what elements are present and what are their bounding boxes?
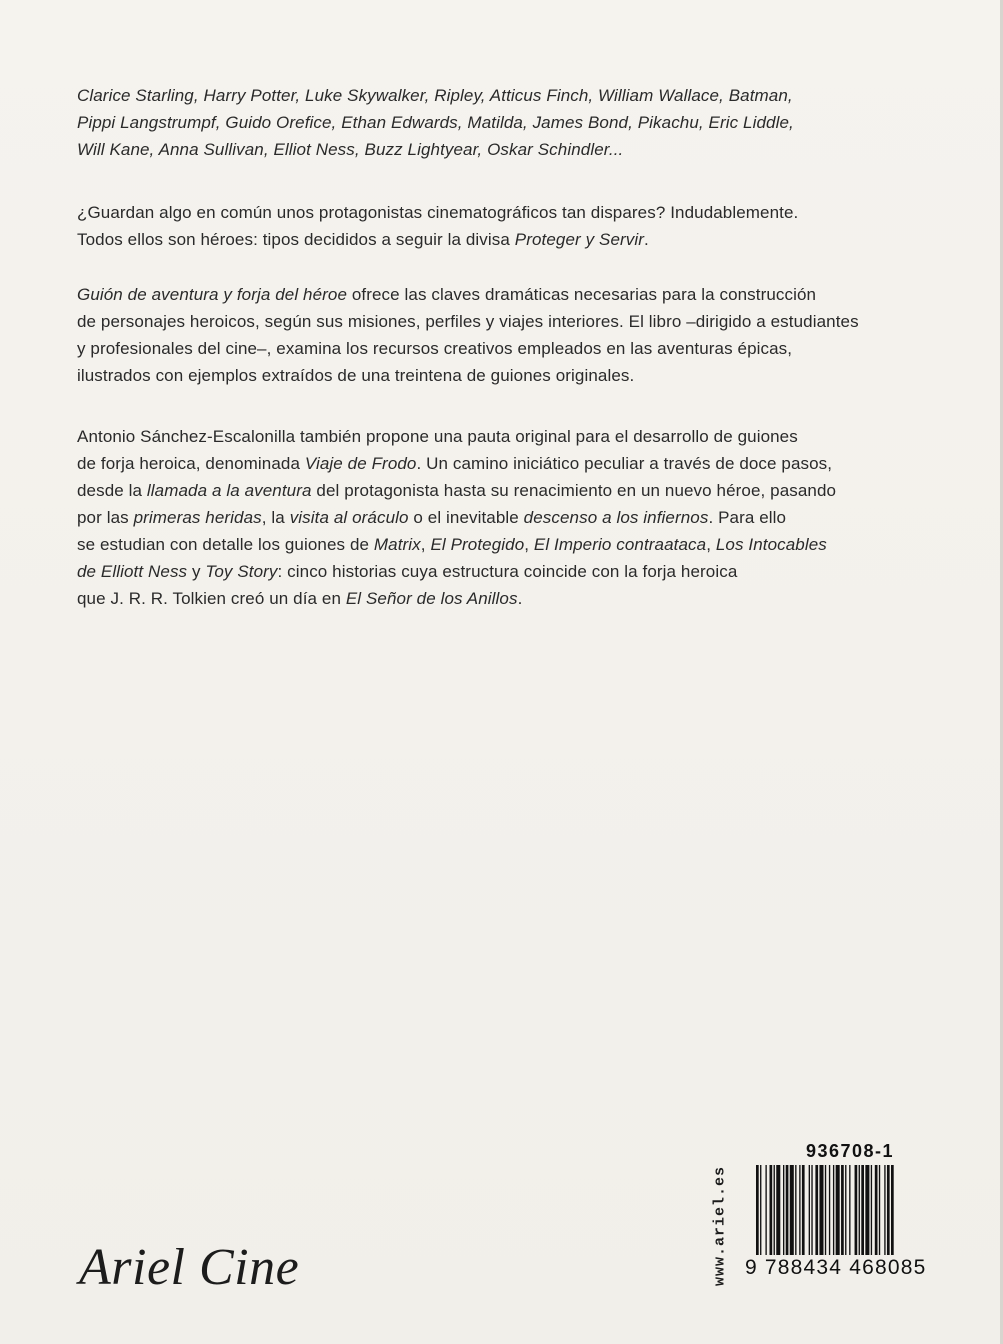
- barcode-bar: [825, 1165, 826, 1255]
- barcode-bar: [776, 1165, 780, 1255]
- p3-line-3: [77, 477, 937, 504]
- barcode-bar: [765, 1165, 766, 1255]
- barcode-bar: [865, 1165, 869, 1255]
- barcode-bar: [833, 1165, 834, 1255]
- p3-line-4: [77, 504, 937, 531]
- barcode-bar: [783, 1165, 784, 1255]
- p3-italic: Matrix: [373, 535, 421, 554]
- barcode-bar: [849, 1165, 850, 1255]
- p3-text: : cinco historias cuya estructura coincide con la forja heroica: [277, 562, 738, 581]
- p3-text: por las: [77, 508, 134, 527]
- p3-line-2: [77, 450, 937, 477]
- publisher-imprint: Ariel Cine: [79, 1239, 300, 1296]
- barcode-bar: [879, 1165, 880, 1255]
- character-names: [77, 82, 937, 163]
- p3-italic: descenso a los infiernos: [523, 508, 709, 527]
- p1-line-2: [77, 226, 937, 253]
- p3-italic: visita al oráculo: [289, 508, 409, 527]
- motto: Proteger y Servir: [514, 230, 645, 249]
- p3-text: . Un camino iniciático peculiar a través de doce pasos,: [416, 454, 833, 473]
- barcode-bar: [891, 1165, 894, 1255]
- barcode-bar: [871, 1165, 872, 1255]
- p3-text: y: [187, 562, 206, 581]
- p3-line-1: Antonio Sánchez-Escalonilla también propone una pauta original para el desarrollo de guiones: [77, 427, 798, 446]
- paragraph-book-description: [77, 281, 937, 389]
- p3-italic: Viaje de Frodo: [304, 454, 417, 473]
- p3-text: del protagonista hasta su renacimiento en un nuevo héroe, pasando: [311, 481, 837, 500]
- website-text: www.ariel.es: [711, 1165, 729, 1287]
- publisher-website: [700, 1152, 740, 1300]
- p3-text: se estudian con detalle los guiones de: [77, 535, 374, 554]
- p3-italic: El Imperio contraataca: [533, 535, 707, 554]
- product-code: 936708-1: [805, 1141, 895, 1161]
- barcode-bar: [809, 1165, 810, 1255]
- isbn-number: 9 788434 468085: [745, 1256, 927, 1279]
- barcode-bar: [861, 1165, 864, 1255]
- barcode-bar: [859, 1165, 860, 1255]
- p1-text: Todos ellos son héroes: tipos decididos a seguir la divisa: [77, 230, 515, 249]
- barcode-bar: [855, 1165, 858, 1255]
- barcode-bar: [811, 1165, 812, 1255]
- barcode-bar: [845, 1165, 846, 1255]
- barcode-bar: [760, 1165, 761, 1255]
- p3-italic: El Señor de los Anillos: [345, 589, 518, 608]
- p2-line-4: ilustrados con ejemplos extraídos de una treintena de guiones originales.: [77, 366, 635, 385]
- names-line-2: Pippi Langstrumpf, Guido Orefice, Ethan Edwards, Matilda, James Bond, Pikachu, Eric Liddle,: [77, 113, 794, 132]
- barcode-bar: [841, 1165, 844, 1255]
- p2-line-3: y profesionales del cine–, examina los recursos creativos empleados en las aventuras épicas,: [77, 339, 793, 358]
- barcode-bar: [815, 1165, 818, 1255]
- p1-line-1: ¿Guardan algo en común unos protagonistas cinematográficos tan dispares? Indudablemente.: [77, 203, 799, 222]
- book-title: Guión de aventura y forja del héroe: [77, 285, 348, 304]
- p1-text: .: [644, 230, 649, 249]
- p3-text: de forja heroica, denominada: [77, 454, 305, 473]
- paragraph-author: [77, 423, 937, 612]
- p3-text: desde la: [77, 481, 147, 500]
- barcode-bar: [786, 1165, 789, 1255]
- barcode-bar: [802, 1165, 805, 1255]
- p3-text: . Para ello: [708, 508, 787, 527]
- barcode-bar: [790, 1165, 794, 1255]
- p3-text: , la: [261, 508, 290, 527]
- p3-line-6: [77, 558, 937, 585]
- p2-line-1: [77, 281, 937, 308]
- barcode-bar: [884, 1165, 885, 1255]
- barcode-bar: [756, 1165, 759, 1255]
- isbn-barcode: [756, 1165, 926, 1255]
- barcode-bar: [887, 1165, 890, 1255]
- barcode-bar: [795, 1165, 796, 1255]
- barcode-bar: [819, 1165, 823, 1255]
- names-line-3: Will Kane, Anna Sullivan, Elliot Ness, Buzz Lightyear, Oskar Schindler...: [77, 140, 624, 159]
- p3-italic: de Elliott Ness: [77, 562, 188, 581]
- p3-line-5: [77, 531, 937, 558]
- barcode-bar: [836, 1165, 840, 1255]
- p3-italic: llamada a la aventura: [146, 481, 312, 500]
- p3-italic: Toy Story: [205, 562, 278, 581]
- p3-text: ,: [420, 535, 431, 554]
- barcode-bar: [799, 1165, 800, 1255]
- paragraph-intro: [77, 199, 937, 253]
- barcode-bar: [774, 1165, 775, 1255]
- barcode-bar: [770, 1165, 773, 1255]
- barcode-bar: [875, 1165, 878, 1255]
- barcode-bar: [829, 1165, 830, 1255]
- p3-text: .: [517, 589, 523, 608]
- p3-text: ,: [706, 535, 716, 554]
- p2-line-2: de personajes heroicos, según sus misiones, perfiles y viajes interiores. El libro –dirigido a estudiantes: [77, 312, 859, 331]
- p3-italic: primeras heridas: [133, 508, 262, 527]
- p3-line-7: [77, 585, 937, 612]
- p3-italic: Los Intocables: [715, 535, 827, 554]
- p2-text: ofrece las claves dramáticas necesarias para la construcción: [347, 285, 817, 304]
- names-line-1: Clarice Starling, Harry Potter, Luke Skywalker, Ripley, Atticus Finch, William Wallace, Batman,: [77, 86, 793, 105]
- p3-text: ,: [524, 535, 534, 554]
- p3-italic: El Protegido: [430, 535, 525, 554]
- p3-text: o el inevitable: [408, 508, 524, 527]
- p3-text: que J. R. R. Tolkien creó un día en: [77, 589, 346, 608]
